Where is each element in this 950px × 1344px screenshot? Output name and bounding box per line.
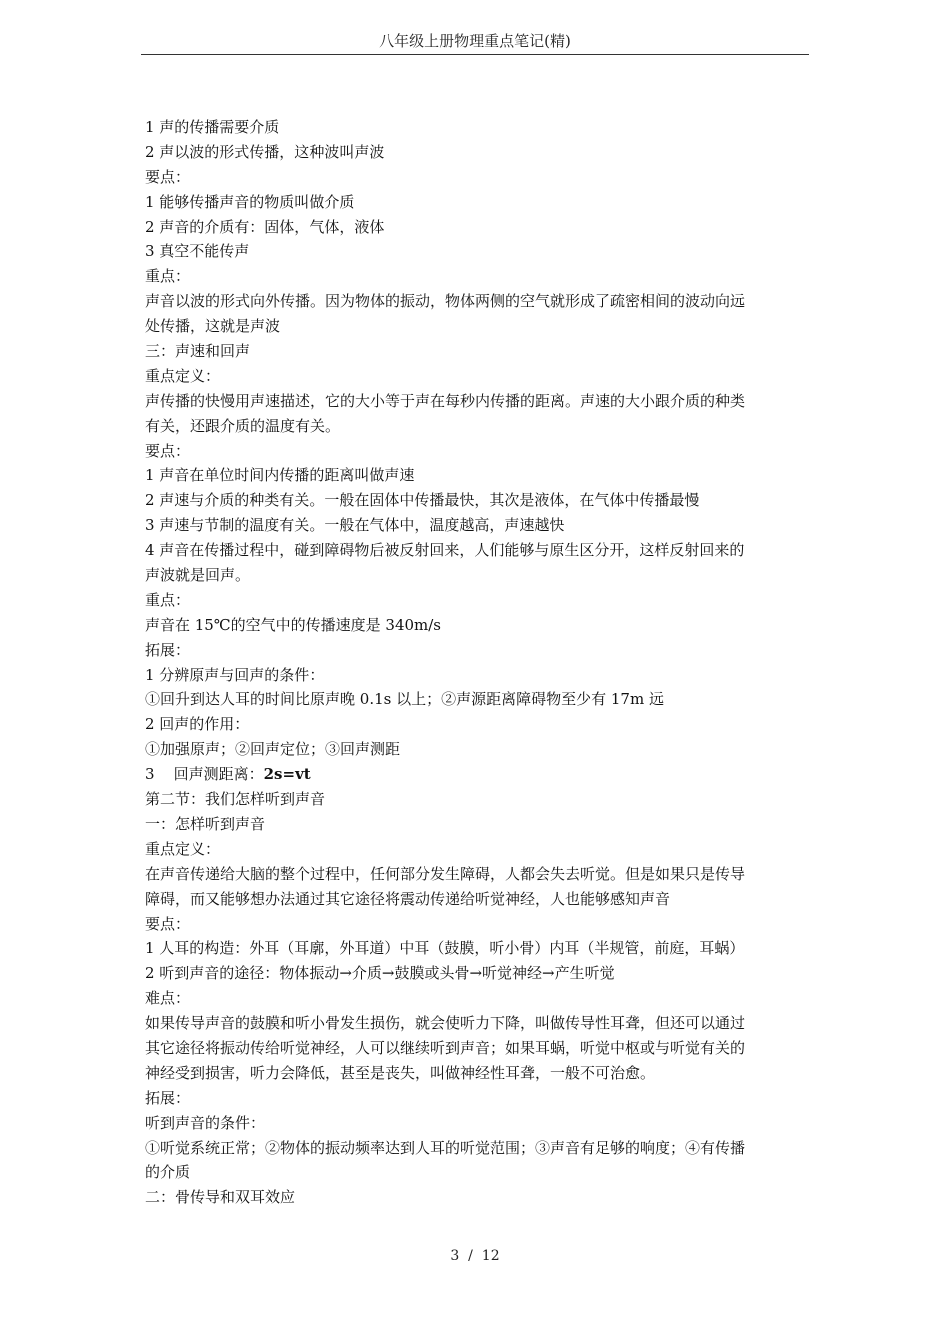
text-line: 其它途径将振动传给听觉神经，人可以继续听到声音；如果耳蜗，听觉中枢或与听觉有关的 [145,1038,746,1057]
formula-line [145,762,813,787]
text-line: ①听觉系统正常；②物体的振动频率达到人耳的听觉范围；③声音有足够的响度；④有传播 [145,1138,746,1157]
section-heading: 三：声速和回声 [145,342,251,361]
text-line: 2 声音的介质有：固体，气体，液体 [145,217,385,236]
text-line: 在声音传递给大脑的整个过程中，任何部分发生障碍，人都会失去听觉。但是如果只是传导 [145,864,746,883]
document-body [145,115,813,1210]
text-line: ①加强原声；②回声定位；③回声测距 [145,740,401,759]
text-line: 处传播，这就是声波 [145,317,281,336]
text-line: 4 声音在传播过程中，碰到障碍物后被反射回来，人们能够与原生区分开，这样反射回来的 [145,541,745,560]
text-line: 听到声音的条件： [145,1113,266,1132]
text-line: 2 听到声音的途径：物体振动→介质→鼓膜或头骨→听觉神经→产生听觉 [145,964,615,983]
text-line: 有关，还跟介质的温度有关。 [145,416,341,435]
header-divider [141,54,809,55]
text-line: 要点： [145,441,191,460]
text-line: 的介质 [145,1163,191,1182]
text-line: 声传播的快慢用声速描述，它的大小等于声在每秒内传播的距离。声速的大小跟介质的种类 [145,391,746,410]
page-number: 3 / 12 [450,1248,500,1264]
text-line: 要点： [145,914,191,933]
text-line: 障碍，而又能够想办法通过其它途径将震动传递给听觉神经，人也能够感知声音 [145,889,671,908]
text-line: 拓展： [145,640,191,659]
text-line: 3 声速与节制的温度有关。一般在气体中，温度越高，声速越快 [145,516,565,535]
text-line: 2 回声的作用： [145,715,250,734]
text-line: 1 声的传播需要介质 [145,118,280,136]
text-line: 1 声音在单位时间内传播的距离叫做声速 [145,466,415,485]
text-line: 1 能够传播声音的物质叫做介质 [145,192,355,211]
text-line: 3 真空不能传声 [145,242,250,261]
text-line: 难点： [145,989,191,1008]
text-line: 声音以波的形式向外传播。因为物体的振动，物体两侧的空气就形成了疏密相间的波动向远 [145,292,746,311]
text-line: 重点： [145,590,191,609]
section-heading: 第二节：我们怎样听到声音 [145,790,326,809]
text-line: 拓展： [145,1088,191,1107]
page-header-title: 八年级上册物理重点笔记(精) [379,32,571,50]
section-heading: 一：怎样听到声音 [145,814,266,833]
text-line: 如果传导声音的鼓膜和听小骨发生损伤，就会使听力下降，叫做传导性耳聋，但还可以通过 [145,1014,746,1033]
text-line: 神经受到损害，听力会降低，甚至是丧失，叫做神经性耳聋，一般不可治愈。 [145,1063,656,1082]
text-line: 2 声以波的形式传播，这种波叫声波 [145,142,385,161]
text-line: 1 分辨原声与回声的条件： [145,665,325,684]
text-line: 2 声速与介质的种类有关。一般在固体中传播最快，其次是液体，在气体中传播最慢 [145,491,700,510]
text-line: ①回升到达人耳的时间比原声晚 0.1s 以上；②声源距离障碍物至少有 17m 远 [145,690,664,709]
text-line: 重点定义： [145,839,221,858]
echo-distance-formula: 2s=vt [263,765,311,784]
text-line: 要点： [145,167,191,186]
section-heading: 二：骨传导和双耳效应 [145,1188,296,1207]
text-line: 重点定义： [145,366,221,385]
text-line: 1 人耳的构造：外耳（耳廓，外耳道）中耳（鼓膜，听小骨）内耳（半规管，前庭，耳蜗） [145,939,745,958]
formula-prefix: 3 回声测距离： [145,765,264,784]
text-line: 重点： [145,267,191,286]
text-line: 声波就是回声。 [145,566,251,585]
text-line: 声音在 15℃的空气中的传播速度是 340m/s [145,615,442,634]
